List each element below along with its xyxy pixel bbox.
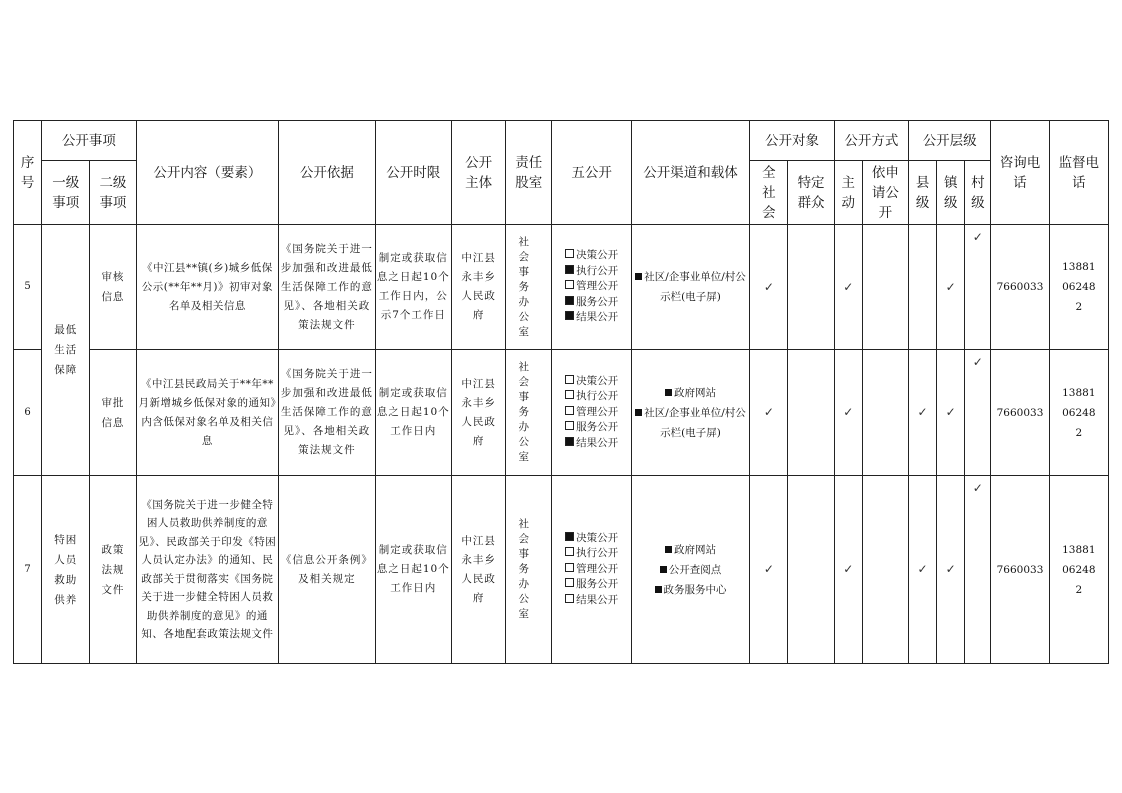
five-open-item: [565, 593, 618, 609]
subject-text: 中江县永丰乡人民政府: [461, 377, 496, 447]
level2-cell: [90, 476, 136, 664]
header-level2: 二级事项: [90, 161, 136, 225]
check-mark: ✓: [843, 279, 854, 294]
basis-cell: [279, 225, 375, 350]
target-all-cell: [750, 476, 788, 664]
level-county-cell: [909, 225, 937, 350]
channel-item: [632, 403, 750, 443]
consult-phone-cell: [991, 476, 1049, 664]
five-open-label: 决策公开: [576, 374, 619, 387]
channel-label: 政务服务中心: [663, 583, 727, 596]
channel-cell: [631, 476, 750, 664]
seq-number: 5: [24, 281, 31, 292]
consult-phone: 7660033: [996, 281, 1044, 293]
level1-cell: [42, 225, 90, 476]
five-open-item: [565, 310, 618, 326]
level2-text: 审核信息: [101, 271, 125, 303]
header-target-all: 全社会: [750, 161, 788, 225]
level-village-cell: [965, 476, 991, 664]
filled-square-icon: [665, 546, 672, 553]
check-mark: ✓: [945, 279, 956, 294]
level2-cell: [90, 350, 136, 476]
checked-box-icon: [565, 296, 574, 305]
header-supervise-phone: 监督电话: [1049, 121, 1108, 225]
basis-cell: [279, 350, 375, 476]
supervise-phone: 13881062482: [1062, 543, 1096, 596]
check-mark: ✓: [763, 562, 774, 576]
five-open-label: 执行公开: [576, 390, 619, 403]
consult-phone-cell: [991, 225, 1049, 350]
subject-cell: [451, 476, 505, 664]
five-open-label: 服务公开: [576, 421, 619, 434]
header-town: 镇级: [937, 161, 965, 225]
dept-cell: [506, 350, 552, 476]
method-request-cell: [862, 350, 908, 476]
table-row: [14, 350, 1109, 476]
header-village: 村级: [965, 161, 991, 225]
supervise-phone: 13881062482: [1062, 261, 1096, 313]
filled-square-icon: [635, 409, 642, 416]
table-row: [14, 476, 1109, 664]
channel-item: [632, 580, 750, 600]
header-channel: 公开渠道和载体: [631, 121, 750, 225]
filled-square-icon: [655, 586, 662, 593]
channel-label: 社区/企事业单位/村公示栏(电子屏): [644, 406, 746, 439]
five-open-item: [565, 295, 618, 311]
content-text: 《中江县民政局关于**年**月新增城乡低保对象的通知》内含低保对象名单及相关信息: [138, 377, 277, 447]
empty-box-icon: [565, 280, 574, 289]
level-town-cell: [937, 225, 965, 350]
channel-cell: [631, 350, 750, 476]
method-request-cell: [862, 476, 908, 664]
subject-cell: [451, 350, 505, 476]
channel-label: 社区/企事业单位/村公示栏(电子屏): [644, 271, 746, 303]
five-open-label: 服务公开: [576, 578, 619, 591]
header-public-item: 公开事项: [42, 121, 136, 161]
check-mark: ✓: [763, 279, 774, 294]
five-open-item: [565, 531, 618, 547]
dept-text: 社会事务办公室: [518, 518, 540, 620]
five-open-item: [565, 436, 618, 452]
header-target: 公开对象: [750, 121, 834, 161]
level1-cell: [42, 476, 90, 664]
header-method-request: 依申请公开: [862, 161, 908, 225]
subject-cell: [451, 225, 505, 350]
time-limit-cell: [375, 350, 451, 476]
header-level: 公开层级: [909, 121, 991, 161]
level-town-cell: [937, 350, 965, 476]
subject-text: 中江县永丰乡人民政府: [461, 534, 496, 604]
table-body: [14, 225, 1109, 664]
seq-cell: [14, 350, 42, 476]
channel-item: [632, 267, 750, 307]
level-village-cell: [965, 225, 991, 350]
time-limit-text: 制定或获取信息之日起10个工作日内，公示7个工作日: [376, 252, 450, 321]
filled-square-icon: [665, 389, 672, 396]
empty-box-icon: [565, 421, 574, 430]
seq-cell: [14, 476, 42, 664]
consult-phone: 7660033: [996, 406, 1044, 419]
dept-text: 社会事务办公室: [518, 235, 540, 338]
check-mark: ✓: [843, 562, 854, 576]
empty-box-icon: [565, 249, 574, 258]
five-open-label: 执行公开: [576, 264, 619, 277]
five-open-list: [565, 374, 618, 452]
channel-item: [632, 540, 750, 560]
five-open-item: [565, 405, 618, 421]
filled-square-icon: [660, 566, 667, 573]
five-open-item: [565, 279, 618, 295]
time-limit-text: 制定或获取信息之日起10个工作日内: [376, 387, 450, 437]
empty-box-icon: [565, 406, 574, 415]
header-target-specific: 特定群众: [788, 161, 834, 225]
method-active-cell: [834, 225, 862, 350]
header-subject: 公开主体: [451, 121, 505, 225]
level-county-cell: [909, 350, 937, 476]
five-open-label: 管理公开: [576, 562, 619, 575]
level-town-cell: [937, 476, 965, 664]
five-cell: [552, 225, 631, 350]
five-open-label: 执行公开: [576, 547, 619, 560]
level2-cell: [90, 225, 136, 350]
channel-cell: [631, 225, 750, 350]
seq-number: 7: [24, 563, 31, 575]
level-village-cell: [965, 350, 991, 476]
consult-phone-cell: [991, 350, 1049, 476]
five-open-label: 决策公开: [576, 531, 619, 544]
seq-number: 6: [24, 406, 31, 418]
header-basis: 公开依据: [279, 121, 375, 225]
checked-box-icon: [565, 532, 574, 541]
channel-item: [632, 383, 750, 403]
empty-box-icon: [565, 375, 574, 384]
level2-text: 审批信息: [101, 396, 125, 429]
header-level1: 一级事项: [42, 161, 90, 225]
channel-label: 政府网站: [674, 543, 717, 556]
dept-cell: [506, 225, 552, 350]
five-open-item: [565, 562, 618, 578]
header-content: 公开内容（要素）: [136, 121, 279, 225]
check-mark: ✓: [945, 562, 956, 576]
supervise-phone-cell: [1049, 225, 1108, 350]
header-county: 县级: [909, 161, 937, 225]
empty-box-icon: [565, 390, 574, 399]
channel-label: 公开查阅点: [668, 563, 722, 576]
table-row: [14, 225, 1109, 350]
header-dept: 责任股室: [506, 121, 552, 225]
basis-text: 《信息公开条例》及相关规定: [280, 553, 373, 585]
time-limit-text: 制定或获取信息之日起10个工作日内: [376, 544, 450, 594]
level-county-cell: [909, 476, 937, 664]
check-mark: ✓: [843, 405, 854, 419]
checked-box-icon: [565, 437, 574, 446]
content-cell: [136, 476, 279, 664]
five-open-label: 结果公开: [576, 593, 619, 606]
header-method-active: 主动: [834, 161, 862, 225]
method-request-cell: [862, 225, 908, 350]
five-open-label: 结果公开: [576, 436, 619, 449]
check-mark: ✓: [917, 562, 928, 576]
five-cell: [552, 476, 631, 664]
level1-text: 特困人员救助供养: [54, 533, 78, 606]
supervise-phone-cell: [1049, 476, 1108, 664]
header-seq: 序号: [14, 121, 42, 225]
subject-text: 中江县永丰乡人民政府: [461, 252, 496, 321]
five-open-label: 服务公开: [576, 295, 619, 308]
target-specific-cell: [788, 350, 834, 476]
dept-cell: [506, 476, 552, 664]
content-cell: [136, 350, 279, 476]
supervise-phone-cell: [1049, 350, 1108, 476]
five-open-item: [565, 389, 618, 405]
level1-text: 最低生活保障: [54, 324, 78, 376]
five-open-label: 管理公开: [576, 280, 619, 293]
header-consult-phone: 咨询电话: [991, 121, 1049, 225]
check-mark: ✓: [945, 405, 956, 419]
time-limit-cell: [375, 476, 451, 664]
basis-text: 《国务院关于进一步加强和改进最低生活保障工作的意见》、各地相关政策法规文件: [280, 368, 373, 456]
five-open-item: [565, 374, 618, 390]
content-cell: [136, 225, 279, 350]
supervise-phone: 13881062482: [1062, 386, 1096, 439]
check-mark: ✓: [972, 481, 983, 495]
disclosure-table: [13, 120, 1109, 664]
five-open-label: 管理公开: [576, 405, 619, 418]
five-open-list: [565, 248, 618, 326]
dept-text: 社会事务办公室: [518, 361, 540, 463]
empty-box-icon: [565, 563, 574, 572]
target-specific-cell: [788, 225, 834, 350]
channel-label: 政府网站: [674, 386, 717, 399]
target-all-cell: [750, 350, 788, 476]
checked-box-icon: [565, 311, 574, 320]
five-open-item: [565, 264, 618, 280]
method-active-cell: [834, 476, 862, 664]
basis-cell: [279, 476, 375, 664]
empty-box-icon: [565, 547, 574, 556]
empty-box-icon: [565, 578, 574, 587]
five-open-item: [565, 420, 618, 436]
consult-phone: 7660033: [996, 563, 1044, 576]
method-active-cell: [834, 350, 862, 476]
five-open-list: [565, 531, 618, 609]
check-mark: ✓: [763, 405, 774, 419]
header-five: 五公开: [552, 121, 631, 225]
content-text: 《国务院关于进一步健全特困人员救助供养制度的意见》、民政部关于印发《特困人员认定办法》的通知、民政部关于贯彻落实《国务院关于进一步健全特困人员救助供养制度的意见》的通知、各地配套政策法规文件: [138, 498, 277, 640]
header-method: 公开方式: [834, 121, 908, 161]
seq-cell: [14, 225, 42, 350]
five-open-item: [565, 577, 618, 593]
check-mark: ✓: [917, 405, 928, 419]
five-open-label: 决策公开: [576, 249, 619, 262]
content-text: 《中江县**镇(乡)城乡低保公示(**年**月)》初审对象名单及相关信息: [141, 261, 273, 312]
five-cell: [552, 350, 631, 476]
target-all-cell: [750, 225, 788, 350]
time-limit-cell: [375, 225, 451, 350]
basis-text: 《国务院关于进一步加强和改进最低生活保障工作的意见》、各地相关政策法规文件: [280, 242, 373, 331]
target-specific-cell: [788, 476, 834, 664]
table-header: [14, 121, 1109, 225]
channel-item: [632, 560, 750, 580]
checked-box-icon: [565, 265, 574, 274]
five-open-item: [565, 546, 618, 562]
empty-box-icon: [565, 594, 574, 603]
header-time-limit: 公开时限: [375, 121, 451, 225]
five-open-label: 结果公开: [576, 311, 619, 324]
five-open-item: [565, 248, 618, 264]
check-mark: ✓: [972, 355, 983, 369]
level2-text: 政策法规文件: [101, 543, 125, 596]
check-mark: ✓: [972, 230, 983, 244]
filled-square-icon: [635, 273, 642, 280]
